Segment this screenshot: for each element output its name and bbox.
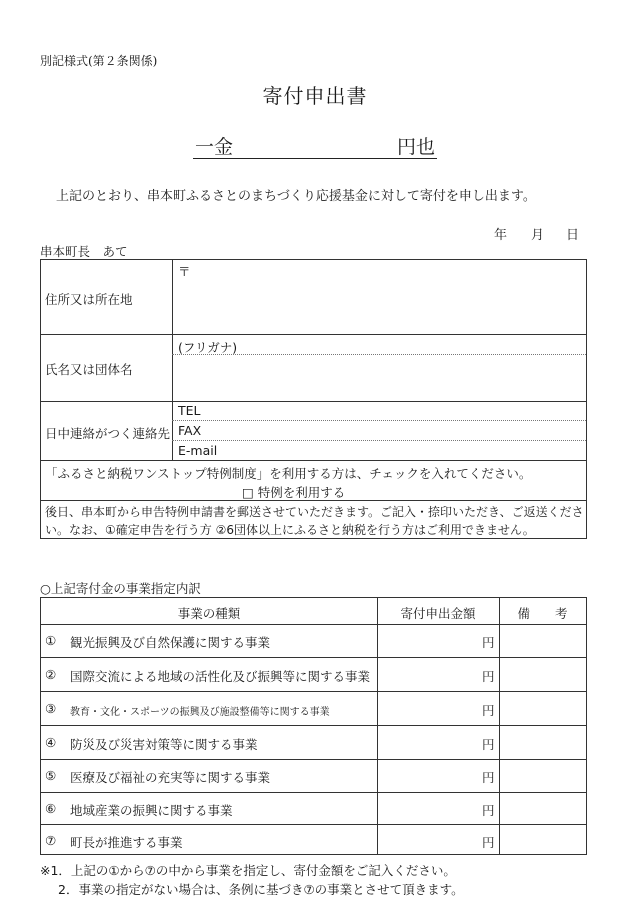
amount-field[interactable] — [377, 692, 499, 725]
onestop-checkbox[interactable]: □ 特例を利用する — [242, 485, 346, 500]
onestop-notice: 「ふるさと納税ワンストップ特例制度」を利用する方は、チェックを入れてください。 — [45, 466, 532, 481]
yen-unit: 円 — [482, 703, 495, 718]
row-label: 医療及び福祉の充実等に関する事業 — [70, 770, 271, 785]
row-number: ② — [45, 667, 57, 682]
mailing-notice-line-1: 後日、串本町から申告特例申請書を郵送させていただきます。ご記入・捺印いただき、ご返送くださ — [45, 505, 584, 519]
row-number: ④ — [45, 735, 57, 750]
mailing-notice-line-2: い。なお、①確定申告を行う方 ②6団体以上にふるさと納税を行う方はご利用できません。 — [45, 523, 535, 537]
row-number: ⑥ — [45, 801, 57, 816]
name-field[interactable] — [172, 355, 586, 401]
row-label: 国際交流による地域の活性化及び振興等に関する事業 — [70, 669, 371, 684]
amount-field[interactable] — [377, 793, 499, 824]
yen-unit: 円 — [482, 770, 495, 785]
remarks-field[interactable] — [499, 625, 586, 657]
row-label: 地域産業の振興に関する事業 — [70, 803, 233, 818]
amount-line[interactable] — [193, 132, 437, 159]
date-year-label: 年 — [494, 228, 508, 243]
yen-unit: 円 — [482, 737, 495, 752]
page-title: 寄付申出書 — [262, 84, 368, 108]
tel-field[interactable]: TEL — [178, 403, 201, 418]
amount-prefix: 一金 — [195, 136, 234, 158]
footnote-2: 2．事業の指定がない場合は、条例に基づき⑦の事業とさせて頂きます。 — [58, 882, 464, 897]
furigana-label: (フリガナ) — [178, 340, 238, 355]
lead-text: 上記のとおり、串本町ふるさとのまちづくり応援基金に対して寄付を申し出ます。 — [56, 189, 536, 204]
email-field[interactable]: E-mail — [178, 443, 218, 458]
row-number: ⑤ — [45, 768, 57, 783]
date-month-label: 月 — [531, 228, 545, 243]
remarks-field[interactable] — [499, 760, 586, 792]
remarks-field[interactable] — [499, 692, 586, 725]
footnote-1: ※1．上記の①から⑦の中から事業を指定し、寄付金額をご記入ください。 — [40, 863, 456, 878]
remarks-field[interactable] — [499, 726, 586, 759]
form-reference: 別記様式(第２条関係) — [40, 54, 158, 68]
address-label: 住所又は所在地 — [45, 292, 133, 307]
amount-field[interactable] — [377, 658, 499, 691]
yen-unit: 円 — [482, 803, 495, 818]
row-label: 教育・文化・スポーツの振興及び施設整備等に関する事業 — [70, 707, 330, 718]
yen-unit: 円 — [482, 669, 495, 684]
amount-field[interactable] — [377, 625, 499, 657]
amount-field[interactable] — [377, 726, 499, 759]
name-label: 氏名又は団体名 — [45, 362, 133, 377]
row-number: ① — [45, 633, 57, 648]
header-amount: 寄付申出金額 — [400, 606, 476, 621]
amount-suffix: 円也 — [396, 136, 435, 158]
address-field[interactable] — [172, 260, 586, 334]
applicant-table — [40, 259, 587, 539]
designation-table — [40, 597, 587, 855]
date-day-label: 日 — [566, 228, 580, 243]
row-label: 観光振興及び自然保護に関する事業 — [70, 635, 271, 650]
row-label: 防災及び災害対策等に関する事業 — [70, 737, 258, 752]
header-project-type: 事業の種類 — [177, 606, 241, 621]
remarks-field[interactable] — [499, 793, 586, 824]
amount-field[interactable] — [377, 760, 499, 792]
yen-unit: 円 — [482, 835, 495, 850]
row-number: ③ — [45, 701, 57, 716]
row-label: 町長が推進する事業 — [70, 835, 183, 850]
amount-field[interactable] — [377, 825, 499, 854]
remarks-field[interactable] — [499, 658, 586, 691]
yen-unit: 円 — [482, 635, 495, 650]
header-remarks: 備 考 — [517, 606, 568, 621]
remarks-field[interactable] — [499, 825, 586, 854]
contact-label: 日中連絡がつく連絡先 — [45, 426, 171, 441]
fax-field[interactable]: FAX — [178, 423, 202, 438]
row-number: ⑦ — [45, 833, 57, 848]
postal-mark: 〒 — [178, 264, 191, 279]
addressee: 串本町長 あて — [40, 244, 128, 259]
designation-section-title: ○上記寄付金の事業指定内訳 — [40, 581, 201, 596]
